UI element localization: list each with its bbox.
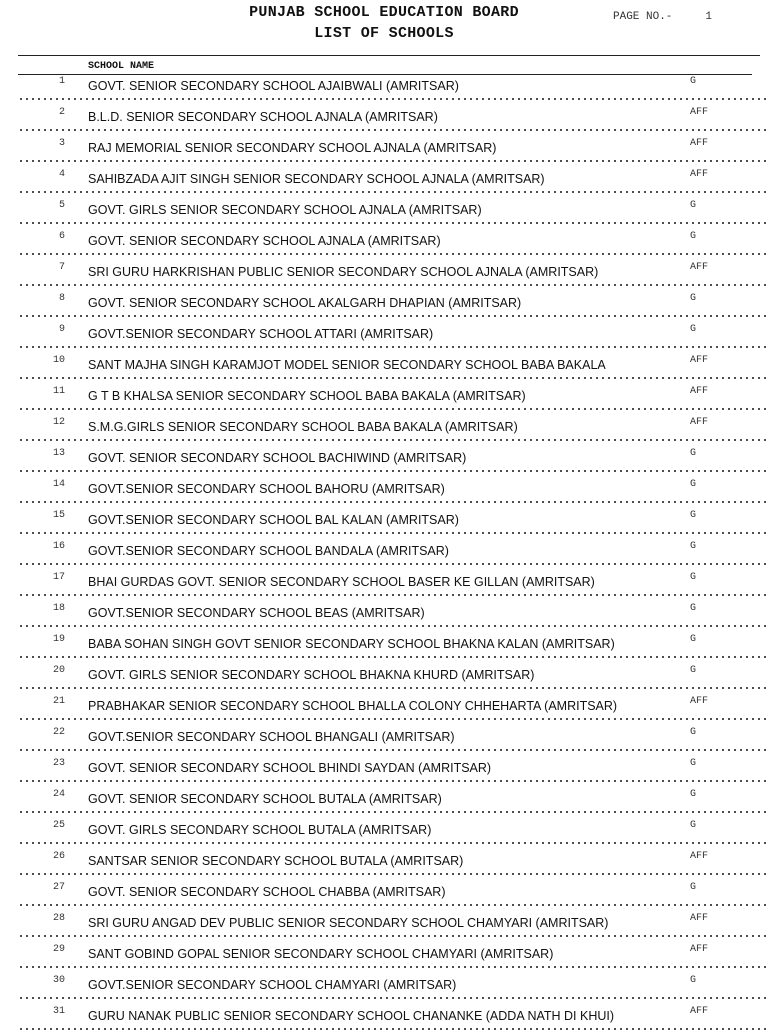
row-number: 17 bbox=[52, 572, 65, 583]
table-row bbox=[0, 973, 768, 1004]
table-row bbox=[0, 136, 768, 167]
school-list bbox=[0, 74, 768, 1035]
school-name: GOVT. SENIOR SECONDARY SCHOOL BUTALA (AMRITSAR) bbox=[88, 792, 442, 806]
row-number: 11 bbox=[52, 386, 65, 397]
dotted-row-separator bbox=[18, 656, 768, 658]
dotted-row-separator bbox=[18, 532, 768, 534]
school-name: GOVT. GIRLS SENIOR SECONDARY SCHOOL BHAKNA KHURD (AMRITSAR) bbox=[88, 668, 535, 682]
row-number: 31 bbox=[52, 1006, 65, 1017]
table-row bbox=[0, 198, 768, 229]
table-row bbox=[0, 415, 768, 446]
school-name: GOVT.SENIOR SECONDARY SCHOOL BAHORU (AMRITSAR) bbox=[88, 482, 445, 496]
row-number: 13 bbox=[52, 448, 65, 459]
table-row bbox=[0, 942, 768, 973]
row-number: 21 bbox=[52, 696, 65, 707]
table-row bbox=[0, 539, 768, 570]
dotted-row-separator bbox=[18, 346, 768, 348]
dotted-row-separator bbox=[18, 935, 768, 937]
row-number: 14 bbox=[52, 479, 65, 490]
school-type-code: AFF bbox=[690, 944, 709, 955]
row-number: 20 bbox=[52, 665, 65, 676]
school-type-code: G bbox=[690, 293, 697, 304]
school-name: S.M.G.GIRLS SENIOR SECONDARY SCHOOL BABA BAKALA (AMRITSAR) bbox=[88, 420, 518, 434]
dotted-row-separator bbox=[18, 222, 768, 224]
school-type-code: G bbox=[690, 820, 697, 831]
school-name: GOVT.SENIOR SECONDARY SCHOOL BEAS (AMRITSAR) bbox=[88, 606, 425, 620]
school-name: RAJ MEMORIAL SENIOR SECONDARY SCHOOL AJNALA (AMRITSAR) bbox=[88, 141, 497, 155]
table-row bbox=[0, 477, 768, 508]
school-name: GOVT. SENIOR SECONDARY SCHOOL AKALGARH DHAPIAN (AMRITSAR) bbox=[88, 296, 522, 310]
dotted-row-separator bbox=[18, 408, 768, 410]
dotted-row-separator bbox=[18, 563, 768, 565]
dotted-row-separator bbox=[18, 625, 768, 627]
school-type-code: AFF bbox=[690, 696, 709, 707]
school-name: SAHIBZADA AJIT SINGH SENIOR SECONDARY SCHOOL AJNALA (AMRITSAR) bbox=[88, 172, 545, 186]
dotted-row-separator bbox=[18, 594, 768, 596]
table-row bbox=[0, 694, 768, 725]
row-number: 24 bbox=[52, 789, 65, 800]
table-row bbox=[0, 849, 768, 880]
school-type-code: G bbox=[690, 975, 697, 986]
row-number: 7 bbox=[58, 262, 65, 273]
row-number: 16 bbox=[52, 541, 65, 552]
dotted-row-separator bbox=[18, 284, 768, 286]
school-type-code: G bbox=[690, 665, 697, 676]
table-row bbox=[0, 74, 768, 105]
school-name: G T B KHALSA SENIOR SECONDARY SCHOOL BABA BAKALA (AMRITSAR) bbox=[88, 389, 526, 403]
table-row bbox=[0, 1004, 768, 1035]
row-number: 29 bbox=[52, 944, 65, 955]
school-type-code: G bbox=[690, 882, 697, 893]
row-number: 28 bbox=[52, 913, 65, 924]
table-row bbox=[0, 911, 768, 942]
table-row bbox=[0, 663, 768, 694]
school-name: SANT GOBIND GOPAL SENIOR SECONDARY SCHOOL CHAMYARI (AMRITSAR) bbox=[88, 947, 554, 961]
row-number: 23 bbox=[52, 758, 65, 769]
row-number: 25 bbox=[52, 820, 65, 831]
dotted-row-separator bbox=[18, 191, 768, 193]
page-title: PUNJAB SCHOOL EDUCATION BOARD bbox=[249, 4, 519, 21]
table-row bbox=[0, 632, 768, 663]
school-type-code: AFF bbox=[690, 417, 709, 428]
table-row bbox=[0, 105, 768, 136]
row-number: 19 bbox=[52, 634, 65, 645]
school-name: GOVT. SENIOR SECONDARY SCHOOL CHABBA (AMRITSAR) bbox=[88, 885, 446, 899]
school-name: GOVT. SENIOR SECONDARY SCHOOL BHINDI SAYDAN (AMRITSAR) bbox=[88, 761, 492, 775]
school-type-code: G bbox=[690, 758, 697, 769]
school-name: GOVT.SENIOR SECONDARY SCHOOL ATTARI (AMRITSAR) bbox=[88, 327, 434, 341]
school-type-code: G bbox=[690, 231, 697, 242]
dotted-row-separator bbox=[18, 439, 768, 441]
table-row bbox=[0, 384, 768, 415]
school-name: SRI GURU ANGAD DEV PUBLIC SENIOR SECONDARY SCHOOL CHAMYARI (AMRITSAR) bbox=[88, 916, 609, 930]
dotted-row-separator bbox=[18, 780, 768, 782]
school-name: SRI GURU HARKRISHAN PUBLIC SENIOR SECONDARY SCHOOL AJNALA (AMRITSAR) bbox=[88, 265, 599, 279]
school-type-code: AFF bbox=[690, 107, 709, 118]
row-number: 12 bbox=[52, 417, 65, 428]
page-subtitle: LIST OF SCHOOLS bbox=[314, 25, 454, 42]
table-row bbox=[0, 570, 768, 601]
school-name: SANT MAJHA SINGH KARAMJOT MODEL SENIOR SECONDARY SCHOOL BABA BAKALA bbox=[88, 358, 606, 372]
dotted-row-separator bbox=[18, 811, 768, 813]
dotted-row-separator bbox=[18, 315, 768, 317]
school-type-code: G bbox=[690, 603, 697, 614]
school-type-code: G bbox=[690, 510, 697, 521]
table-row bbox=[0, 508, 768, 539]
row-number: 2 bbox=[58, 107, 65, 118]
school-type-code: AFF bbox=[690, 1006, 709, 1017]
school-type-code: G bbox=[690, 448, 697, 459]
table-row bbox=[0, 260, 768, 291]
page-number: PAGE NO.- 1 bbox=[613, 11, 713, 23]
dotted-row-separator bbox=[18, 842, 768, 844]
table-row bbox=[0, 353, 768, 384]
row-number: 8 bbox=[58, 293, 65, 304]
table-row bbox=[0, 601, 768, 632]
table-row bbox=[0, 756, 768, 787]
row-number: 26 bbox=[52, 851, 65, 862]
dotted-row-separator bbox=[18, 966, 768, 968]
school-name: GOVT.SENIOR SECONDARY SCHOOL CHAMYARI (AMRITSAR) bbox=[88, 978, 457, 992]
school-name: GOVT. GIRLS SECONDARY SCHOOL BUTALA (AMRITSAR) bbox=[88, 823, 432, 837]
school-name: GURU NANAK PUBLIC SENIOR SECONDARY SCHOOL CHANANKE (ADDA NATH DI KHUI) bbox=[88, 1009, 615, 1023]
dotted-row-separator bbox=[18, 718, 768, 720]
school-name: GOVT. GIRLS SENIOR SECONDARY SCHOOL AJNALA (AMRITSAR) bbox=[88, 203, 482, 217]
school-type-code: G bbox=[690, 789, 697, 800]
school-type-code: G bbox=[690, 479, 697, 490]
dotted-row-separator bbox=[18, 129, 768, 131]
school-type-code: AFF bbox=[690, 169, 709, 180]
table-row bbox=[0, 787, 768, 818]
row-number: 5 bbox=[58, 200, 65, 211]
school-type-code: AFF bbox=[690, 355, 709, 366]
school-type-code: AFF bbox=[690, 386, 709, 397]
table-row bbox=[0, 229, 768, 260]
dotted-row-separator bbox=[18, 501, 768, 503]
row-number: 30 bbox=[52, 975, 65, 986]
table-row bbox=[0, 322, 768, 353]
school-name: B.L.D. SENIOR SECONDARY SCHOOL AJNALA (AMRITSAR) bbox=[88, 110, 438, 124]
school-type-code: G bbox=[690, 76, 697, 87]
column-header-school-name: SCHOOL NAME bbox=[88, 61, 155, 72]
school-type-code: G bbox=[690, 634, 697, 645]
dotted-row-separator bbox=[18, 749, 768, 751]
dotted-row-separator bbox=[18, 687, 768, 689]
table-row bbox=[0, 291, 768, 322]
school-name: GOVT. SENIOR SECONDARY SCHOOL BACHIWIND (AMRITSAR) bbox=[88, 451, 467, 465]
row-number: 9 bbox=[58, 324, 65, 335]
school-name: GOVT. SENIOR SECONDARY SCHOOL AJAIBWALI (AMRITSAR) bbox=[88, 79, 459, 93]
school-name: SANTSAR SENIOR SECONDARY SCHOOL BUTALA (AMRITSAR) bbox=[88, 854, 464, 868]
dotted-row-separator bbox=[18, 377, 768, 379]
row-number: 10 bbox=[52, 355, 65, 366]
school-type-code: AFF bbox=[690, 851, 709, 862]
school-name: GOVT.SENIOR SECONDARY SCHOOL BANDALA (AMRITSAR) bbox=[88, 544, 449, 558]
header-divider bbox=[18, 55, 760, 56]
dotted-row-separator bbox=[18, 904, 768, 906]
school-type-code: AFF bbox=[690, 262, 709, 273]
school-name: PRABHAKAR SENIOR SECONDARY SCHOOL BHALLA COLONY CHHEHARTA (AMRITSAR) bbox=[88, 699, 618, 713]
dotted-row-separator bbox=[18, 997, 768, 999]
school-type-code: G bbox=[690, 572, 697, 583]
row-number: 3 bbox=[58, 138, 65, 149]
row-number: 15 bbox=[52, 510, 65, 521]
school-type-code: G bbox=[690, 727, 697, 738]
school-type-code: G bbox=[690, 200, 697, 211]
row-number: 18 bbox=[52, 603, 65, 614]
school-type-code: AFF bbox=[690, 138, 709, 149]
dotted-row-separator bbox=[18, 160, 768, 162]
school-type-code: G bbox=[690, 541, 697, 552]
school-name: GOVT. SENIOR SECONDARY SCHOOL AJNALA (AMRITSAR) bbox=[88, 234, 441, 248]
table-row bbox=[0, 167, 768, 198]
dotted-row-separator bbox=[18, 470, 768, 472]
table-row bbox=[0, 446, 768, 477]
table-row bbox=[0, 725, 768, 756]
school-name: GOVT.SENIOR SECONDARY SCHOOL BHANGALI (AMRITSAR) bbox=[88, 730, 455, 744]
dotted-row-separator bbox=[18, 98, 768, 100]
table-row bbox=[0, 880, 768, 911]
dotted-row-separator bbox=[18, 873, 768, 875]
row-number: 27 bbox=[52, 882, 65, 893]
dotted-row-separator bbox=[18, 253, 768, 255]
table-row bbox=[0, 818, 768, 849]
row-number: 4 bbox=[58, 169, 65, 180]
school-type-code: AFF bbox=[690, 913, 709, 924]
row-number: 1 bbox=[58, 76, 65, 87]
row-number: 6 bbox=[58, 231, 65, 242]
school-type-code: G bbox=[690, 324, 697, 335]
row-number: 22 bbox=[52, 727, 65, 738]
school-name: GOVT.SENIOR SECONDARY SCHOOL BAL KALAN (AMRITSAR) bbox=[88, 513, 459, 527]
school-name: BHAI GURDAS GOVT. SENIOR SECONDARY SCHOOL BASER KE GILLAN (AMRITSAR) bbox=[88, 575, 595, 589]
dotted-row-separator bbox=[18, 1028, 768, 1030]
school-name: BABA SOHAN SINGH GOVT SENIOR SECONDARY SCHOOL BHAKNA KALAN (AMRITSAR) bbox=[88, 637, 615, 651]
